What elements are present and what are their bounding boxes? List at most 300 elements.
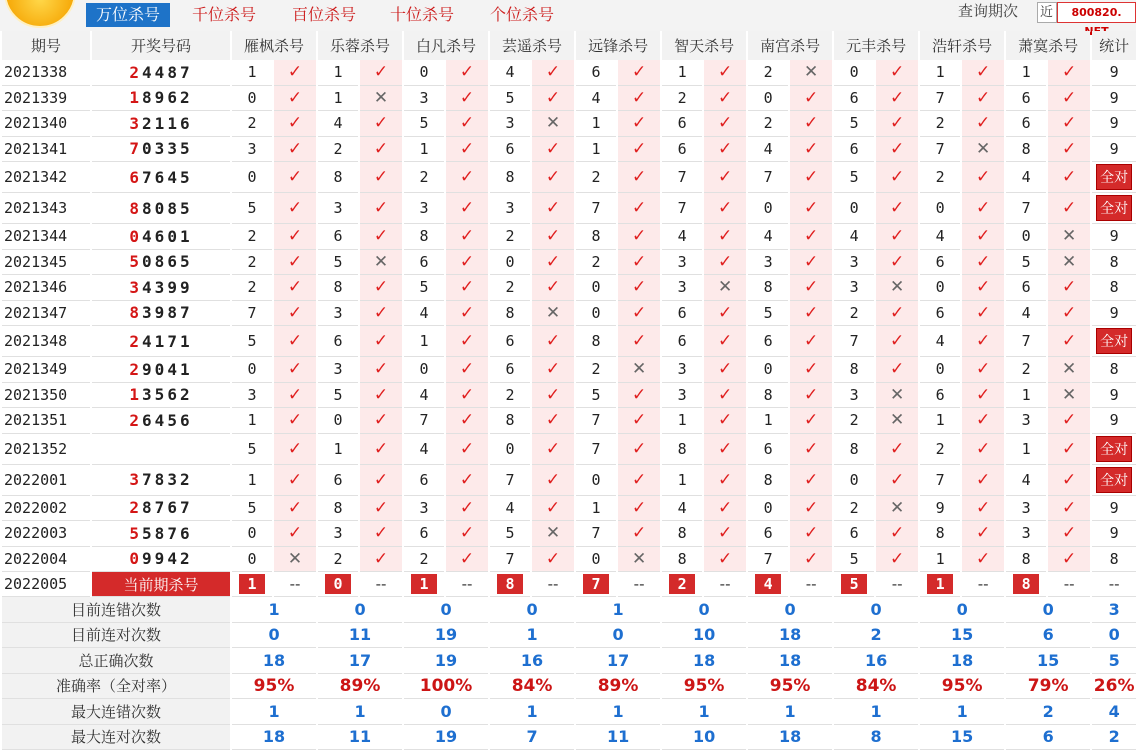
check-icon — [274, 521, 316, 547]
check-mark: ✓ — [717, 198, 733, 218]
check-icon — [790, 86, 832, 112]
check-icon — [446, 111, 488, 137]
current-kill-cell — [490, 572, 530, 597]
check-mark: ✓ — [545, 410, 561, 431]
kill-value: 8 — [748, 465, 788, 496]
kill-value: 4 — [1006, 465, 1046, 496]
kill-value: 1 — [404, 326, 444, 357]
period-cell: 2022004 — [2, 547, 90, 573]
check-icon — [790, 434, 832, 465]
check-icon — [704, 162, 746, 193]
check-icon — [962, 224, 1004, 250]
check-icon — [532, 496, 574, 522]
kill-value: 8 — [834, 434, 874, 465]
kill-value: 2 — [834, 408, 874, 434]
check-icon — [274, 357, 316, 383]
check-mark: ✓ — [976, 469, 991, 490]
kill-value: 8 — [748, 275, 788, 301]
summary-row — [2, 725, 1136, 751]
cross-mark: ✕ — [287, 548, 303, 569]
kill-value: 5 — [404, 275, 444, 301]
kill-value: 2 — [920, 162, 960, 193]
cross-mark: ✕ — [889, 410, 905, 431]
check-icon — [274, 465, 316, 496]
tab-5[interactable]: 个位杀号 — [490, 5, 555, 24]
check-mark: ✓ — [717, 62, 733, 83]
check-mark: ✓ — [889, 331, 905, 351]
check-mark: ✓ — [459, 138, 475, 159]
current-kill-cell — [232, 572, 272, 597]
table-row — [2, 326, 1136, 357]
check-mark: ✓ — [631, 469, 647, 490]
check-mark: ✓ — [976, 410, 991, 431]
check-mark: ✓ — [545, 226, 561, 247]
table-row — [2, 383, 1136, 409]
kill-value: 7 — [576, 521, 616, 547]
check-mark: ✓ — [459, 331, 475, 351]
period-cell: 2021340 — [2, 111, 90, 137]
kill-value: 8 — [404, 224, 444, 250]
check-mark: ✓ — [459, 359, 475, 380]
tab-1[interactable]: 万位杀号 — [86, 3, 170, 27]
check-icon — [876, 326, 918, 357]
summary-value: 18 — [920, 648, 1004, 674]
summary-value: 8 — [834, 725, 918, 751]
summary-value: 18 — [748, 648, 832, 674]
check-mark: ✓ — [373, 497, 389, 518]
winning-number-rest: 3987 — [142, 303, 193, 323]
kill-value: 8 — [490, 408, 530, 434]
check-icon — [876, 357, 918, 383]
winning-number-rest: 4399 — [142, 277, 193, 297]
check-icon — [790, 111, 832, 137]
check-mark: ✓ — [631, 87, 647, 108]
check-icon — [1048, 547, 1090, 573]
check-icon — [446, 60, 488, 86]
kill-value: 1 — [576, 111, 616, 137]
check-mark: ✓ — [631, 523, 647, 544]
cross-icon — [790, 60, 832, 86]
current-dash: -- — [962, 572, 1004, 597]
check-mark: ✓ — [889, 198, 905, 218]
check-icon — [446, 383, 488, 409]
winning-number — [92, 193, 230, 224]
check-mark: ✓ — [976, 62, 991, 83]
check-icon — [274, 408, 316, 434]
summary-value: 89% — [318, 674, 402, 700]
tab-4[interactable]: 十位杀号 — [390, 5, 455, 24]
check-mark: ✓ — [976, 198, 991, 218]
check-mark: ✓ — [287, 497, 303, 518]
check-icon — [446, 326, 488, 357]
all-right-badge: 全对 — [1096, 164, 1132, 190]
check-mark: ✓ — [287, 198, 303, 218]
check-icon — [876, 111, 918, 137]
winning-number-rest: 6456 — [142, 410, 193, 430]
kill-value: 1 — [920, 60, 960, 86]
cross-icon — [1048, 224, 1090, 250]
kill-value: 6 — [662, 326, 702, 357]
check-icon — [360, 60, 402, 86]
cross-icon — [876, 408, 918, 434]
kill-value: 4 — [490, 60, 530, 86]
check-mark: ✓ — [889, 138, 905, 159]
kill-value: 0 — [232, 162, 272, 193]
check-icon — [446, 357, 488, 383]
check-icon — [532, 357, 574, 383]
check-mark: ✓ — [803, 113, 819, 134]
summary-value: 0 — [920, 597, 1004, 623]
check-mark: ✓ — [373, 438, 389, 459]
check-icon — [962, 86, 1004, 112]
summary-value: 1 — [490, 623, 574, 649]
stat-cell: 8 — [1092, 250, 1136, 276]
summary-value: 1 — [920, 699, 1004, 725]
cross-icon — [876, 383, 918, 409]
period-cell: 2021338 — [2, 60, 90, 86]
check-icon — [704, 434, 746, 465]
check-icon — [360, 521, 402, 547]
check-icon — [962, 465, 1004, 496]
kill-value: 1 — [576, 496, 616, 522]
kill-value: 5 — [232, 326, 272, 357]
summary-stat: 0 — [1092, 623, 1136, 649]
check-mark: ✓ — [976, 523, 991, 544]
header-expert: 雁枫杀号 — [232, 31, 316, 60]
check-icon — [704, 301, 746, 327]
check-icon — [790, 137, 832, 163]
check-icon — [274, 383, 316, 409]
check-icon — [532, 434, 574, 465]
check-icon — [446, 465, 488, 496]
check-mark: ✓ — [976, 384, 991, 405]
check-mark: ✓ — [287, 384, 303, 405]
kill-value: 7 — [404, 408, 444, 434]
check-mark: ✓ — [459, 548, 475, 569]
check-icon — [274, 137, 316, 163]
check-icon — [876, 86, 918, 112]
check-mark: ✓ — [373, 410, 389, 431]
check-mark: ✓ — [803, 469, 819, 490]
current-period-row — [2, 572, 1136, 597]
check-mark: ✓ — [976, 113, 991, 134]
summary-value: 10 — [662, 725, 746, 751]
check-icon — [446, 193, 488, 224]
kill-value: 2 — [404, 547, 444, 573]
check-icon — [1048, 521, 1090, 547]
summary-value: 2 — [834, 623, 918, 649]
check-mark: ✓ — [976, 87, 991, 108]
kill-number-table-wrap — [0, 31, 1136, 750]
table-row — [2, 60, 1136, 86]
kill-value: 9 — [920, 496, 960, 522]
check-mark: ✓ — [459, 198, 475, 218]
cross-mark: ✕ — [545, 113, 561, 134]
check-icon — [1048, 111, 1090, 137]
check-mark: ✓ — [373, 331, 389, 351]
check-icon — [618, 521, 660, 547]
check-icon — [1048, 408, 1090, 434]
kill-value: 3 — [748, 250, 788, 276]
summary-stat: 2 — [1092, 725, 1136, 751]
kill-value: 3 — [404, 86, 444, 112]
kill-value: 4 — [404, 383, 444, 409]
header-stat: 统计 — [1092, 31, 1136, 60]
check-icon — [360, 326, 402, 357]
summary-value: 89% — [576, 674, 660, 700]
kill-value: 2 — [232, 275, 272, 301]
kill-value: 7 — [490, 547, 530, 573]
kill-value: 0 — [490, 434, 530, 465]
top-bar — [0, 0, 1136, 31]
check-mark: ✓ — [631, 167, 647, 187]
current-kill-value: 5 — [841, 574, 867, 594]
all-right-badge: 全对 — [1096, 328, 1132, 354]
winning-number-lead: 6 — [129, 167, 143, 187]
kill-value: 5 — [490, 86, 530, 112]
check-icon — [618, 224, 660, 250]
kill-value: 6 — [834, 521, 874, 547]
check-mark: ✓ — [717, 251, 733, 272]
period-cell: 2022002 — [2, 496, 90, 522]
check-mark: ✓ — [631, 138, 647, 159]
summary-value: 0 — [748, 597, 832, 623]
check-mark: ✓ — [1062, 113, 1077, 134]
check-mark: ✓ — [717, 384, 733, 405]
kill-value: 6 — [404, 521, 444, 547]
query-period-select[interactable]: 近 — [1037, 2, 1057, 23]
check-icon — [360, 547, 402, 573]
current-kill-cell — [318, 572, 358, 597]
winning-number-rest: 8767 — [142, 498, 193, 518]
check-mark: ✓ — [803, 548, 819, 569]
kill-value: 0 — [232, 547, 272, 573]
kill-value: 0 — [748, 357, 788, 383]
check-mark: ✓ — [976, 277, 991, 298]
summary-value: 19 — [404, 648, 488, 674]
check-icon — [790, 224, 832, 250]
check-mark: ✓ — [717, 523, 733, 544]
check-mark: ✓ — [631, 62, 647, 83]
check-mark: ✓ — [976, 251, 991, 272]
check-icon — [704, 193, 746, 224]
kill-value: 7 — [834, 326, 874, 357]
winning-number — [92, 434, 230, 465]
check-icon — [962, 60, 1004, 86]
kill-value: 6 — [1006, 275, 1046, 301]
kill-value: 7 — [748, 547, 788, 573]
check-mark: ✓ — [287, 251, 303, 272]
current-kill-cell — [404, 572, 444, 597]
check-mark: ✓ — [1062, 62, 1077, 83]
cross-icon — [1048, 250, 1090, 276]
check-icon — [618, 383, 660, 409]
summary-label: 准确率（全对率） — [2, 674, 230, 700]
check-icon — [704, 137, 746, 163]
cross-icon — [274, 547, 316, 573]
cross-icon — [704, 275, 746, 301]
summary-value: 18 — [232, 648, 316, 674]
kill-value: 8 — [318, 496, 358, 522]
check-mark: ✓ — [459, 167, 475, 187]
check-icon — [876, 301, 918, 327]
check-icon — [274, 275, 316, 301]
cross-mark: ✕ — [717, 277, 733, 298]
check-icon — [876, 250, 918, 276]
check-mark: ✓ — [976, 331, 991, 351]
current-dash: -- — [446, 572, 488, 597]
check-icon — [876, 193, 918, 224]
winning-number-rest: 4487 — [142, 62, 193, 82]
check-mark: ✓ — [1062, 277, 1077, 298]
kill-value: 3 — [834, 383, 874, 409]
summary-value: 11 — [318, 725, 402, 751]
check-icon — [790, 357, 832, 383]
tab-2[interactable]: 千位杀号 — [192, 5, 257, 24]
all-right-badge: 全对 — [1096, 467, 1132, 493]
check-mark: ✓ — [545, 359, 561, 380]
check-mark: ✓ — [631, 438, 647, 459]
kill-value: 7 — [1006, 193, 1046, 224]
summary-value: 79% — [1006, 674, 1090, 700]
check-icon — [876, 547, 918, 573]
kill-value: 3 — [404, 496, 444, 522]
check-mark: ✓ — [459, 410, 475, 431]
stat-cell: 9 — [1092, 137, 1136, 163]
kill-value: 5 — [576, 383, 616, 409]
check-icon — [962, 496, 1004, 522]
kill-value: 2 — [232, 111, 272, 137]
header-expert: 浩轩杀号 — [920, 31, 1004, 60]
check-icon — [962, 408, 1004, 434]
check-mark: ✓ — [1062, 87, 1077, 108]
kill-value: 6 — [662, 137, 702, 163]
check-mark: ✓ — [803, 277, 819, 298]
check-mark: ✓ — [803, 359, 819, 380]
stat-cell: 9 — [1092, 301, 1136, 327]
summary-value: 2 — [1006, 699, 1090, 725]
query-label: 查询期次 — [958, 2, 1019, 20]
check-icon — [618, 162, 660, 193]
check-mark: ✓ — [545, 331, 561, 351]
check-mark: ✓ — [459, 62, 475, 83]
check-icon — [790, 521, 832, 547]
kill-value: 6 — [920, 250, 960, 276]
table-row — [2, 434, 1136, 465]
kill-value: 6 — [404, 250, 444, 276]
current-kill-value: 0 — [325, 574, 351, 594]
winning-number-lead: 7 — [129, 139, 143, 159]
check-mark: ✓ — [889, 113, 905, 134]
summary-value: 0 — [318, 597, 402, 623]
cross-mark: ✕ — [1062, 251, 1077, 272]
check-icon — [704, 547, 746, 573]
kill-value: 3 — [1006, 408, 1046, 434]
check-icon — [274, 496, 316, 522]
winning-number-lead: 2 — [129, 498, 143, 518]
check-icon — [360, 465, 402, 496]
cross-icon — [618, 357, 660, 383]
kill-value: 1 — [576, 137, 616, 163]
check-mark: ✓ — [373, 548, 389, 569]
check-icon — [274, 162, 316, 193]
check-icon — [532, 162, 574, 193]
period-cell: 2021343 — [2, 193, 90, 224]
table-row — [2, 162, 1136, 193]
check-icon — [274, 224, 316, 250]
kill-value: 2 — [576, 250, 616, 276]
check-mark: ✓ — [803, 384, 819, 405]
kill-value: 5 — [404, 111, 444, 137]
winning-number-lead: 2 — [129, 410, 143, 430]
check-mark: ✓ — [631, 113, 647, 134]
tab-3[interactable]: 百位杀号 — [292, 5, 357, 24]
stat-cell — [1092, 193, 1136, 224]
kill-value: 1 — [318, 434, 358, 465]
kill-value: 0 — [576, 547, 616, 573]
check-icon — [1048, 434, 1090, 465]
summary-value: 7 — [490, 725, 574, 751]
current-dash: -- — [360, 572, 402, 597]
period-cell: 2021345 — [2, 250, 90, 276]
kill-value: 2 — [748, 111, 788, 137]
check-icon — [360, 434, 402, 465]
cross-mark: ✕ — [889, 277, 905, 298]
summary-row — [2, 597, 1136, 623]
kill-value: 1 — [662, 465, 702, 496]
check-mark: ✓ — [631, 251, 647, 272]
kill-value: 7 — [920, 465, 960, 496]
kill-value: 6 — [920, 301, 960, 327]
kill-value: 5 — [490, 521, 530, 547]
check-icon — [876, 465, 918, 496]
check-icon — [704, 383, 746, 409]
check-mark: ✓ — [1062, 167, 1077, 187]
check-mark: ✓ — [287, 469, 303, 490]
current-dash: -- — [790, 572, 832, 597]
check-icon — [704, 250, 746, 276]
stat-cell — [1092, 434, 1136, 465]
table-row — [2, 547, 1136, 573]
cross-icon — [1048, 357, 1090, 383]
table-row — [2, 224, 1136, 250]
period-cell: 2021344 — [2, 224, 90, 250]
kill-value: 6 — [748, 326, 788, 357]
period-cell: 2021346 — [2, 275, 90, 301]
kill-value: 4 — [748, 224, 788, 250]
summary-value: 16 — [490, 648, 574, 674]
kill-value: 3 — [662, 383, 702, 409]
check-mark: ✓ — [373, 469, 389, 490]
check-mark: ✓ — [631, 302, 647, 323]
summary-value: 11 — [576, 725, 660, 751]
check-mark: ✓ — [889, 438, 905, 459]
table-row — [2, 86, 1136, 112]
check-mark: ✓ — [631, 497, 647, 518]
check-icon — [446, 496, 488, 522]
cross-mark: ✕ — [889, 497, 905, 518]
check-mark: ✓ — [287, 113, 303, 134]
check-mark: ✓ — [889, 251, 905, 272]
check-icon — [1048, 275, 1090, 301]
kill-value: 6 — [748, 434, 788, 465]
winning-number-rest: 7832 — [142, 470, 193, 489]
kill-value: 6 — [318, 224, 358, 250]
check-mark: ✓ — [976, 302, 991, 323]
winning-number — [92, 137, 230, 163]
kill-value: 7 — [232, 301, 272, 327]
check-mark: ✓ — [717, 87, 733, 108]
